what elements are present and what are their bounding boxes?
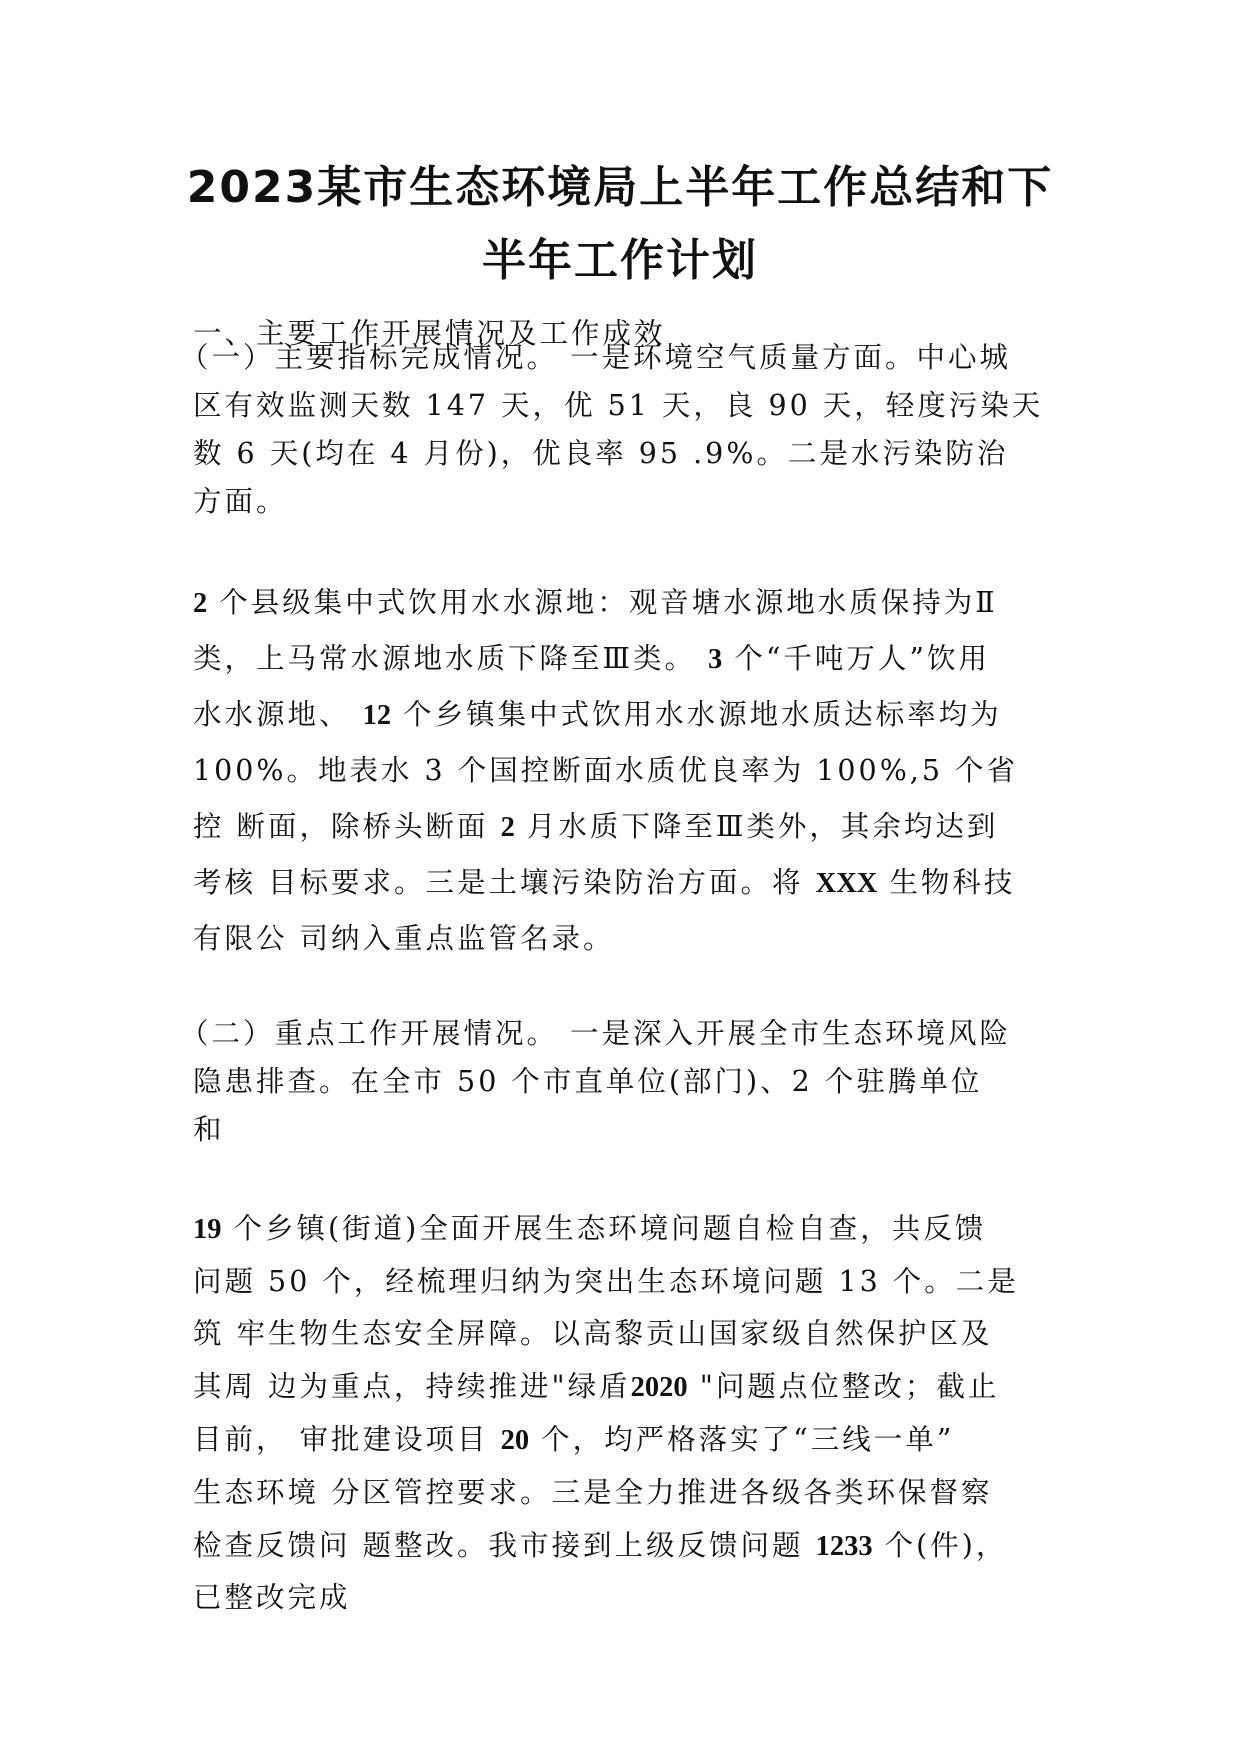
paragraph-line: （二）重点工作开展情况。 一是深入开展全市生态环境风险	[180, 1017, 1012, 1050]
paragraph-line	[193, 1209, 986, 1250]
paragraph-line: 问题 50 个，经梳理归纳为突出生态环境问题 13 个。二是	[193, 1265, 1019, 1298]
paragraph-line: 数 6 天(均在 4 月份)，优良率 95 .9%。二是水污染防治	[193, 437, 1009, 470]
paragraph-line: 100%。地表水 3 个国控断面水质优良率为 100%,5 个省	[193, 754, 1019, 787]
document-title-line-1: 2023某市生态环境局上半年工作总结和下	[186, 162, 1054, 213]
paragraph-line: （一）主要指标完成情况。 一是环境空气质量方面。中心城	[180, 341, 1012, 374]
paragraph-line: 区有效监测天数 147 天，优 51 天，良 90 天，轻度污染天	[193, 389, 1044, 422]
text-run: "问题点位整改；截止	[687, 1370, 1000, 1403]
text-run: 检查反馈问 题整改。我市接到上级反馈问题	[193, 1529, 816, 1562]
paragraph-line: 有限公 司纳入重点监管名录。	[193, 922, 615, 955]
paragraph-line: 隐患排查。在全市 50 个市直单位(部门)、2 个驻腾单位	[193, 1065, 983, 1098]
text-run: 月水质下降至Ⅲ类外，其余均达到	[514, 810, 999, 843]
bold-number: 2	[193, 588, 208, 619]
text-run: 考核 目标要求。三是土壤污染防治方面。将	[193, 866, 816, 899]
bold-number: 2020	[630, 1372, 688, 1403]
bold-number: 1233	[815, 1531, 873, 1562]
paragraph-line: 生态环境 分区管控要求。三是全力推进各级各类环保督察	[193, 1476, 993, 1509]
text-run: 个县级集中式饮用水水源地：观音塘水源地水质保持为Ⅱ	[207, 586, 998, 619]
bold-number: 2	[500, 812, 515, 843]
paragraph-line	[193, 1526, 1007, 1567]
bold-number: 12	[362, 700, 392, 731]
bold-number: 19	[193, 1214, 222, 1245]
paragraph-line	[193, 695, 1002, 736]
paragraph-line	[193, 1420, 954, 1461]
text-run: 类，上马常水源地水质下降至Ⅲ类。	[193, 642, 709, 675]
paragraph-line	[193, 639, 990, 680]
text-run: 个(件)，	[872, 1529, 1008, 1562]
text-run: 个“千吨万人”饮用	[722, 642, 990, 675]
text-run: 生物科技	[877, 866, 1016, 899]
document-title-line-2: 半年工作计划	[482, 235, 758, 286]
paragraph-line: 筑 牢生物生态安全屏障。以高黎贡山国家级自然保护区及	[193, 1317, 993, 1350]
paragraph-line	[193, 1367, 999, 1408]
paragraph-line	[193, 583, 998, 624]
text-run: 目前， 审批建设项目	[193, 1423, 501, 1456]
paragraph-line: 已整改完成	[193, 1581, 351, 1614]
paragraph-line	[193, 863, 1015, 904]
paragraph-line: 方面。	[193, 485, 288, 518]
bold-number: 3	[708, 644, 723, 675]
paragraph-line: 和	[193, 1113, 225, 1146]
text-run: 水水源地、	[193, 698, 363, 731]
bold-number: 20	[500, 1425, 530, 1456]
section-heading: 一、主要工作开展情况及工作成效	[193, 317, 666, 350]
text-run: 控 断面，除桥头断面	[193, 810, 501, 843]
text-run: 个乡镇集中式饮用水水源地水质达标率均为	[391, 698, 1002, 731]
text-run: 个乡镇(街道)全面开展生态环境问题自检自查，共反馈	[221, 1212, 987, 1245]
paragraph-line	[193, 807, 998, 848]
bold-text: XXX	[815, 868, 878, 899]
text-run: 其周 边为重点，持续推进"绿盾	[193, 1370, 631, 1403]
text-run: 个，均严格落实了“三线一单”	[529, 1423, 955, 1456]
